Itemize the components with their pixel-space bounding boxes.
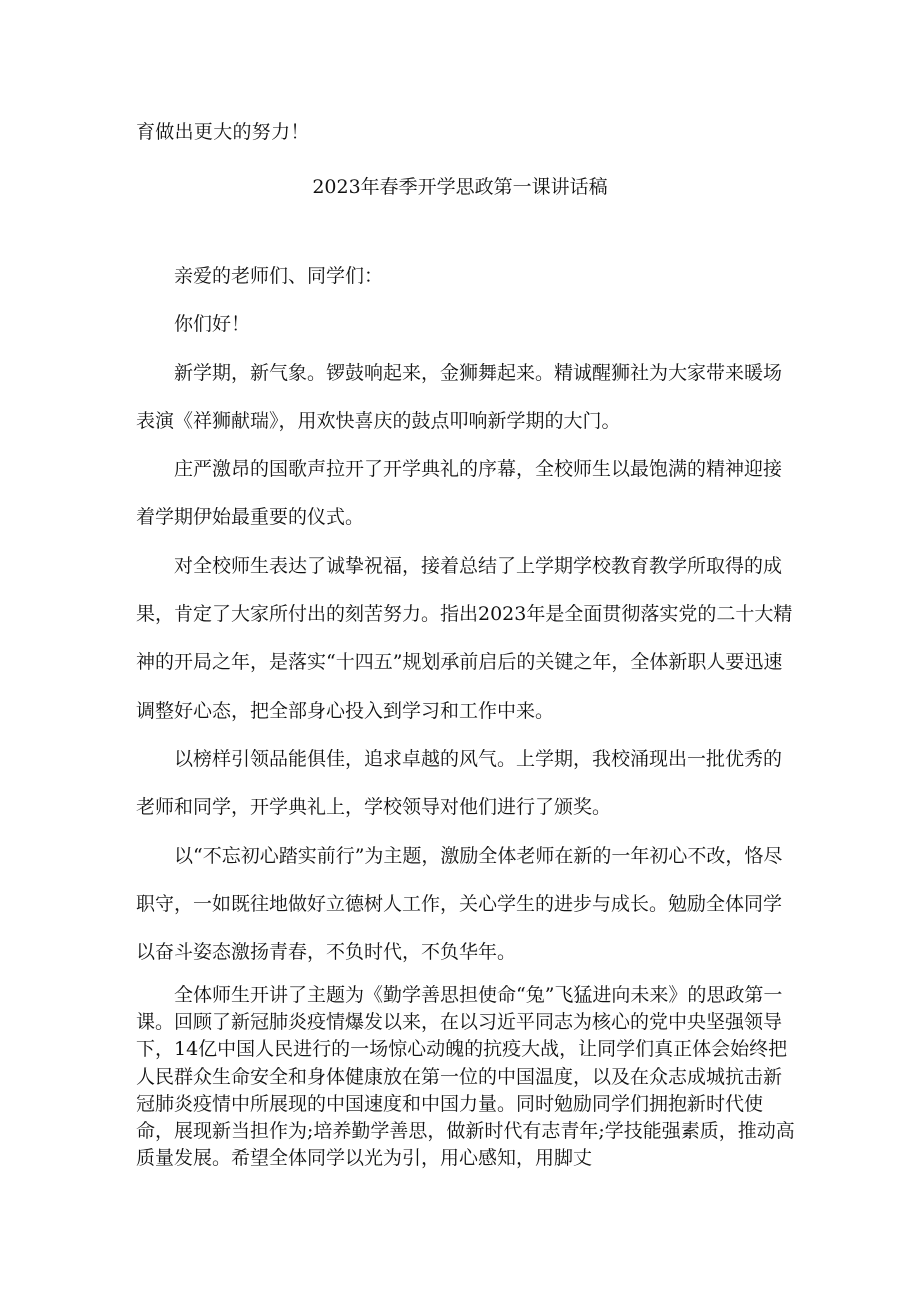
paragraph-anthem: 庄严激昂的国歌声拉开了开学典礼的序幕，全校师生以最饱满的精神迎接着学期伊始最重要的仪式。 [136, 458, 783, 529]
dense-text [136, 982, 796, 1172]
paragraph-blessing: 对全校师生表达了诚挚祝福，接着总结了上学期学校教育教学所取得的成果，肯定了大家所付出的刻苦努力。指出2023年是全面贯彻落实党的二十大精神的开局之年，是落实“十四五”规划承前启后的关键之年，全体新职人要迅速调整好心态，把全部身心投入到学习和工作中来。 [136, 554, 793, 722]
greeting-paragraph: 亲爱的老师们、同学们： [174, 265, 384, 287]
hello-paragraph: 你们好！ [174, 313, 251, 336]
paragraph-first-lesson: 全体师生开讲了主题为《勤学善思担使命“兔”飞猛进向未来》的思政第一课。回顾了新冠肺炎疫情爆发以来，在以习近平同志为核心的党中央坚强领导下，14亿中国人民进行的一场惊心动魄的抗疫大战，让同学们真正体会始终把人民群众生命安全和身体健康放在第一位的中国温度，以及在众志成城抗击新冠肺炎疫情中所展现的中国速度和中国力量。同时勉励同学们拥抱新时代使命，展现新当担作为;培养勤学善思，做新时代有志青年;学技能强素质，推动高质量发展。希望全体同学以光为引，用心感知，用脚丈 [136, 984, 795, 1170]
document-title: 2023年春季开学思政第一课讲话稿 [312, 176, 608, 198]
body-text [136, 252, 796, 976]
paragraph-new-semester: 新学期，新气象。锣鼓响起来，金狮舞起来。精诚醒狮社为大家带来暖场表演《祥狮献瑞》，用欢快喜庆的鼓点叩响新学期的大门。 [136, 361, 783, 432]
continuation-line: 育做出更大的努力！ [136, 121, 310, 143]
paragraph-theme: 以“不忘初心踏实前行”为主题，激励全体老师在新的一年初心不改，恪尽职守，一如既往地做好立德树人工作，关心学生的进步与成长。勉励全体同学以奋斗姿态激扬青春，不负时代，不负华年。 [136, 844, 783, 964]
paragraph-role-models: 以榜样引领品能俱佳，追求卓越的风气。上学期，我校涌现出一批优秀的老师和同学，开学典礼上，学校领导对他们进行了颁奖。 [136, 747, 783, 819]
